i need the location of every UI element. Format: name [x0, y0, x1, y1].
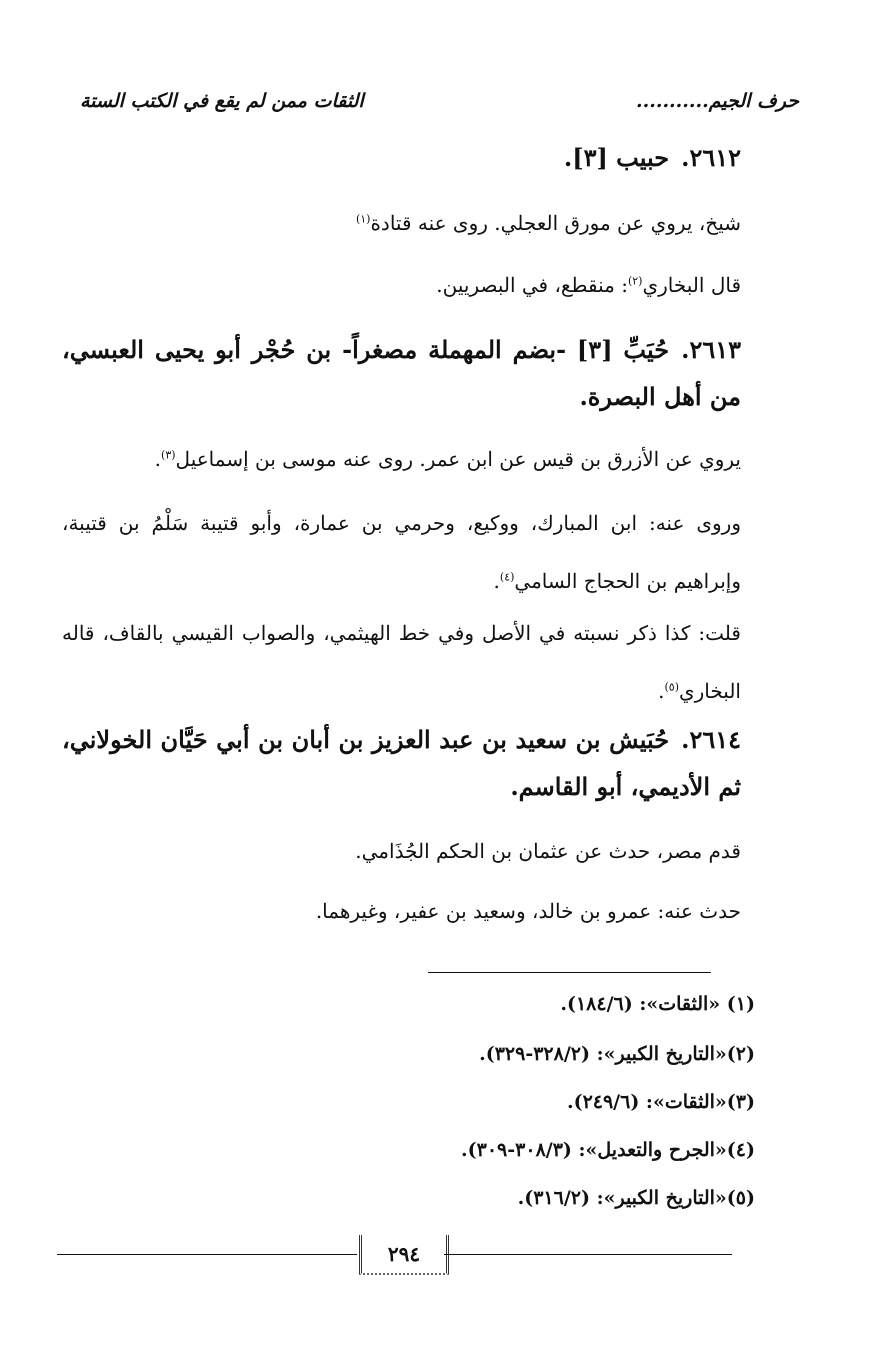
footnote-5: (٥)«التاريخ الكبير»: (٣١٦/٢). — [517, 1187, 755, 1209]
header-dots: ........... — [635, 90, 709, 112]
entry-heading-2613 — [62, 326, 741, 420]
entry-number: ٢٦١٣. — [681, 335, 742, 364]
paragraph-text: قلت: كذا ذكر نسبته في الأصل وفي خط الهيثمي، والصواب القيسي بالقاف، قاله البخاري — [62, 621, 741, 703]
footnote-4: (٤)«الجرح والتعديل»: (٣٠٨/٣-٣٠٩). — [461, 1139, 755, 1161]
paragraph-tail: . — [658, 679, 665, 703]
paragraph-tail: : منقطع، في البصريين. — [436, 273, 628, 297]
entry-heading-2612 — [62, 134, 741, 181]
paragraph-text: وروى عنه: ابن المبارك، ووكيع، وحرمي بن عمارة، وأبو قتيبة سَلْمُ بن قتيبة، وإبراهيم بن الحجاج السامي — [62, 511, 741, 593]
bottom-rule-right — [444, 1254, 732, 1255]
entry-title: حُيَبِّ [٣] -بضم المهملة مصغراً- بن حُجْر أبو يحيى العبسي، من أهل البصرة. — [62, 335, 741, 411]
entry-number: ٢٦١٤. — [681, 725, 741, 754]
header-chapter-text: حرف الجيم — [708, 90, 799, 112]
bottom-rule-left — [57, 1254, 357, 1255]
entry-paragraph — [62, 822, 741, 880]
footnote-ref: (٢) — [627, 274, 643, 288]
footnote-ref: (٤) — [499, 570, 515, 584]
entry-paragraph — [62, 494, 741, 610]
footnote-ref: (٥) — [664, 680, 679, 694]
footnote-ref: (٣) — [161, 448, 176, 462]
footnote-1: (١) «الثقات»: (١٨٤/٦). — [560, 993, 755, 1015]
entry-paragraph — [62, 430, 741, 488]
paragraph-text: يروي عن الأزرق بن قيس عن ابن عمر. روى عنه موسى بن إسماعيل — [175, 447, 741, 471]
header-chapter — [636, 90, 799, 112]
entry-paragraph — [62, 256, 741, 314]
footnote-2: (٢)«التاريخ الكبير»: (٣٢٨/٢-٣٢٩). — [479, 1043, 755, 1065]
paragraph-text: قال البخاري — [642, 273, 741, 297]
paragraph-tail: . — [493, 569, 500, 593]
entry-paragraph — [62, 194, 741, 252]
paragraph-text: شيخ، يروي عن مورق العجلي. روى عنه قتادة — [370, 211, 741, 235]
page-number: ٢٩٤ — [359, 1235, 449, 1275]
paragraph-tail: . — [154, 447, 162, 471]
entry-title: حُبَيش بن سعيد بن عبد العزيز بن أبان بن أبي حَيَّان الخولاني، ثم الأديمي، أبو القاسم. — [62, 725, 741, 801]
entry-paragraph — [62, 604, 741, 720]
entry-title: حبيب [٣]. — [563, 143, 670, 172]
entry-heading-2614 — [62, 716, 741, 810]
header-book-title: الثقات ممن لم يقع في الكتب الستة — [80, 90, 364, 112]
entry-number: ٢٦١٢. — [681, 143, 741, 172]
footnote-3: (٣)«الثقات»: (٢٤٩/٦). — [566, 1091, 755, 1113]
running-header — [80, 86, 799, 116]
paragraph-text: حدث عنه: عمرو بن خالد، وسعيد بن عفير، وغيرهما. — [315, 899, 741, 923]
footnote-ref: (١) — [355, 212, 371, 226]
footnote-separator — [428, 972, 711, 973]
paragraph-text: قدم مصر، حدث عن عثمان بن الحكم الجُذَامي. — [355, 839, 741, 863]
entry-paragraph — [62, 882, 741, 940]
